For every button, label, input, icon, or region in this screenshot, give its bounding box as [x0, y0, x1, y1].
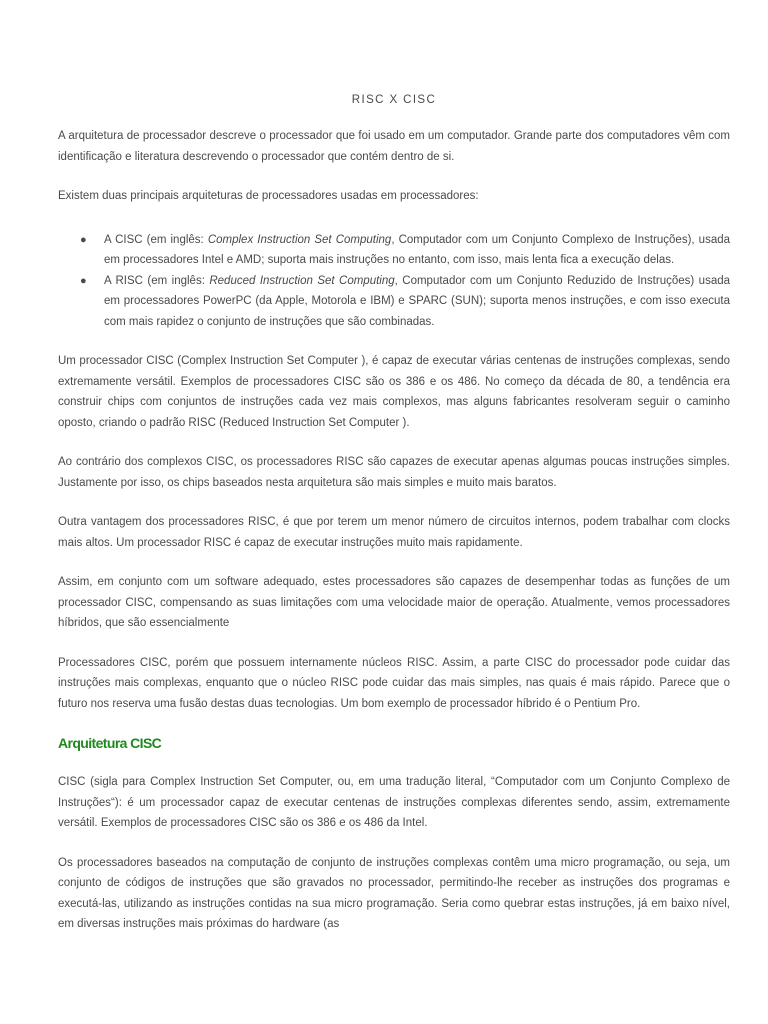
bullet-icon: ● [80, 274, 87, 287]
list-item-prefix: A RISC (em inglês: [104, 274, 210, 287]
list-item-prefix: A CISC (em inglês: [104, 233, 208, 246]
section-heading-cisc: Arquitetura CISC [58, 735, 162, 751]
list-item-italic: Complex Instruction Set Computing [207, 233, 392, 246]
paragraph-risc-advantage: Outra vantagem dos processadores RISC, é que por terem um menor número de circuitos internos, podem trabalhar com clocks mais altos. Um processador RISC é capaz de executar instruções muito mais rapidamente. [58, 516, 730, 549]
list-item-suffix: , Computador com um Conjunto Reduzido de Instruções) usada em processadores PowerPC (da Apple, Motorola e IBM) e SPARC (SUN); suporta menos instruções, e com isso executa com mais rapidez o conjunto de instruções que são combinadas. [104, 274, 731, 328]
paragraph-risc-contrast: Ao contrário dos complexos CISC, os processadores RISC são capazes de executar apenas algumas poucas instruções simples. Justamente por isso, os chips baseados nesta arquitetura são mais simples e muito mais baratos. [58, 456, 730, 489]
intro-paragraph-1: A arquitetura de processador descreve o processador que foi usado em um computador. Grande parte dos computadores vêm com identificação e literatura descrevendo o processador que contém dentro de si. [58, 130, 730, 163]
section-paragraph-1: CISC (sigla para Complex Instruction Set Computer, ou, em uma tradução literal, “Computador com um Conjunto Complexo de Instruções“): é um processador capaz de executar centenas de instruções complexas diferentes sendo, assim, extremamente versátil. Exemplos de processadores CISC são os 386 e os 486 da Intel. [58, 776, 730, 829]
list-item-cisc [58, 230, 730, 271]
intro-paragraph-2: Existem duas principais arquiteturas de processadores usadas em processadores: [58, 190, 479, 202]
section-paragraph-2: Os processadores baseados na computação de conjunto de instruções complexas contêm uma micro programação, ou seja, um conjunto de códigos de instruções que são gravados no processador, permitindo-lhe receber as instruções dos programas e executá-las, utilizando as instruções contidas na sua micro programação. Seria como quebrar estas instruções, já em baixo nível, em diversas instruções mais próximas do hardware (as [58, 856, 730, 930]
bullet-icon: ● [80, 233, 87, 246]
document-title: RISC X CISC [351, 94, 437, 106]
paragraph-cisc-intro: Um processador CISC (Complex Instruction Set Computer ), é capaz de executar várias centenas de instruções complexas, sendo extremamente versátil. Exemplos de processadores CISC são os 386 e os 486. No começo da década de 80, a tendência era construir chips com conjuntos de instruções cada vez mais complexos, mas alguns fabricantes resolveram seguir o caminho oposto, criando o padrão RISC (Reduced Instruction Set Computer ). [58, 355, 730, 429]
architecture-list [58, 230, 730, 333]
list-item-suffix: , Computador com um Conjunto Complexo de Instruções), usada em processadores Intel e AMD; suporta mais instruções no entanto, com isso, mais lenta fica a execução delas. [104, 233, 731, 266]
list-item-italic: Reduced Instruction Set Computing [209, 274, 395, 287]
list-item-risc [58, 271, 730, 333]
paragraph-hybrid-intro: Assim, em conjunto com um software adequado, estes processadores são capazes de desempenhar todas as funções de um processador CISC, compensando as suas limitações com uma velocidade maior de operação. Atualmente, vemos processadores híbridos, que são essencialmente [58, 576, 730, 629]
paragraph-hybrid-detail: Processadores CISC, porém que possuem internamente núcleos RISC. Assim, a parte CISC do processador pode cuidar das instruções mais complexas, enquanto que o núcleo RISC pode cuidar das mais simples, nas quais é mais rápido. Parece que o futuro nos reserva uma fusão destas duas tecnologias. Um bom exemplo de processador híbrido é o Pentium Pro. [58, 656, 730, 710]
